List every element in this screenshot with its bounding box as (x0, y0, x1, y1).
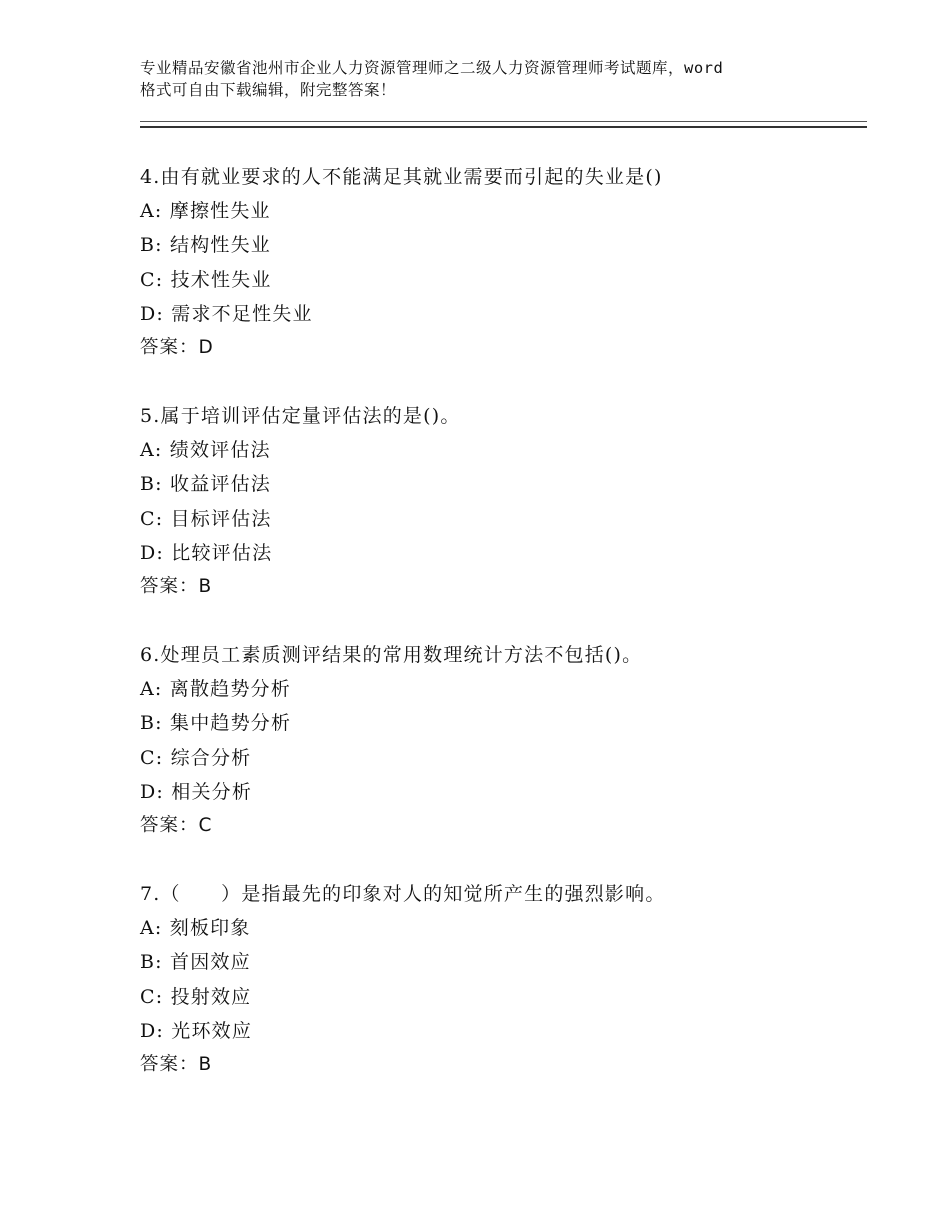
question-block-5 (140, 399, 860, 604)
answer-label: 答案：B (140, 575, 213, 597)
option-d: D: 需求不足性失业 (140, 302, 313, 325)
option-a: A: 绩效评估法 (140, 439, 271, 462)
option-b: B: 集中趋势分析 (140, 712, 292, 735)
option-c: C: 技术性失业 (140, 268, 272, 291)
option-d: D: 比较评估法 (140, 541, 273, 564)
question-block-6 (140, 638, 860, 843)
question-text: 7.（ ）是指最先的印象对人的知觉所产生的强烈影响。 (140, 883, 666, 905)
option-a: A: 离散趋势分析 (140, 678, 291, 701)
answer-label: 答案：B (140, 1053, 213, 1075)
option-d: D: 光环效应 (140, 1019, 253, 1042)
option-d: D: 相关分析 (140, 780, 253, 803)
option-c: C: 投射效应 (140, 985, 252, 1008)
header-divider (140, 121, 867, 128)
question-block-4 (140, 160, 860, 365)
option-a: A: 刻板印象 (140, 917, 251, 940)
option-c: C: 目标评估法 (140, 507, 272, 530)
header-line-1: 专业精品安徽省池州市企业人力资源管理师之二级人力资源管理师考试题库，word (140, 59, 724, 77)
question-text: 5.属于培训评估定量评估法的是()。 (140, 405, 461, 427)
answer-label: 答案：D (140, 336, 214, 358)
header-line-2: 格式可自由下载编辑，附完整答案！ (140, 81, 397, 99)
document-header (140, 57, 840, 101)
option-b: B: 结构性失业 (140, 234, 272, 257)
option-c: C: 综合分析 (140, 746, 252, 769)
question-text: 6.处理员工素质测评结果的常用数理统计方法不包括()。 (140, 644, 643, 666)
answer-label: 答案：C (140, 814, 213, 836)
option-a: A: 摩擦性失业 (140, 200, 271, 223)
question-block-7 (140, 877, 860, 1082)
option-b: B: 收益评估法 (140, 473, 272, 496)
question-text: 4.由有就业要求的人不能满足其就业需要而引起的失业是() (140, 166, 663, 188)
option-b: B: 首因效应 (140, 951, 251, 974)
